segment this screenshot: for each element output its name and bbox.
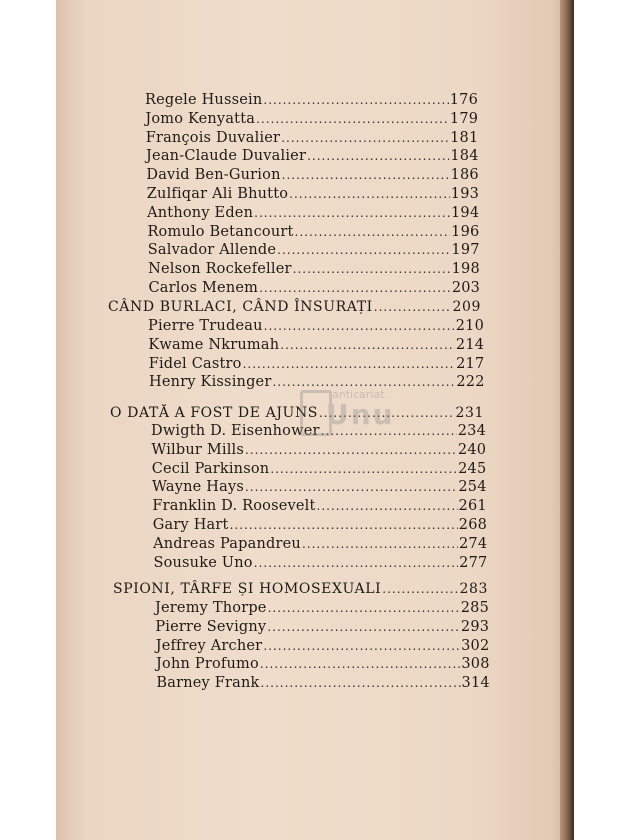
toc-entry <box>153 555 487 573</box>
dot-leader <box>317 499 458 513</box>
entry-title: Gary Hart <box>152 517 229 533</box>
page-number: 231 <box>455 405 484 421</box>
page-edge-shadow <box>560 0 574 840</box>
toc-section-heading <box>113 581 488 599</box>
page-number: 196 <box>451 223 480 240</box>
dot-leader <box>374 300 452 314</box>
page-number: 314 <box>461 675 490 692</box>
watermark-big-text: Unu <box>326 398 395 431</box>
toc-entry <box>149 356 485 374</box>
dot-leader <box>260 657 460 671</box>
dot-leader <box>270 462 457 476</box>
dot-leader <box>280 338 455 352</box>
dot-leader <box>302 537 458 551</box>
dot-leader <box>382 582 458 596</box>
dot-leader <box>230 518 458 532</box>
toc-entry <box>146 130 479 148</box>
page-number: 184 <box>450 148 479 165</box>
section-title: CÂND BURLACI, CÂND ÎNSURAȚI <box>108 299 373 315</box>
dot-leader <box>267 620 460 634</box>
toc-entry <box>155 600 489 618</box>
toc-entry <box>149 280 481 298</box>
entry-title: Jean-Claude Duvalier <box>146 148 307 165</box>
page-number: 274 <box>458 535 488 552</box>
dot-leader <box>243 357 456 371</box>
entry-title: David Ben-Gurion <box>146 167 281 184</box>
page-number: 240 <box>457 441 487 458</box>
page-number: 285 <box>460 600 489 616</box>
toc-entry <box>152 479 487 497</box>
entry-title: Zulfiqar Ali Bhutto <box>146 186 289 202</box>
entry-title: Andreas Papandreu <box>153 535 301 552</box>
entry-title: Jomo Kenyatta <box>145 110 256 127</box>
entry-title: Pierre Sevigny <box>155 618 267 635</box>
entry-title: Anthony Eden <box>147 204 254 221</box>
toc-entry <box>156 675 489 693</box>
section-title: O DATĂ A FOST DE AJUNS <box>110 405 318 421</box>
entry-title: Sousuke Uno <box>153 554 253 571</box>
entry-title: Romulo Betancourt <box>147 223 294 240</box>
entry-title: Cecil Parkinson <box>151 460 270 477</box>
entry-title: Nelson Rockefeller <box>148 261 292 278</box>
toc-entry <box>156 656 490 674</box>
entry-title: Pierre Trudeau <box>148 318 263 334</box>
page-number: 176 <box>449 92 478 108</box>
toc-entry <box>146 167 478 185</box>
toc-entry <box>145 92 478 110</box>
page-number: 186 <box>450 167 479 184</box>
dot-leader <box>261 676 461 690</box>
dot-leader <box>264 319 455 333</box>
page-number: 197 <box>451 242 480 259</box>
entry-title: Regele Hussein <box>145 92 263 108</box>
dot-leader <box>268 601 460 615</box>
dot-leader <box>259 281 451 295</box>
page-number: 198 <box>451 261 480 278</box>
toc-entry <box>153 536 487 554</box>
toc-entry <box>155 619 489 637</box>
dot-leader <box>281 131 449 145</box>
entry-title: François Duvalier <box>145 129 281 146</box>
dot-leader <box>245 443 457 457</box>
toc-entry <box>148 242 480 260</box>
entry-title: Barney Frank <box>156 675 260 692</box>
dot-leader <box>245 480 457 494</box>
page-number: 181 <box>450 129 479 146</box>
dot-leader <box>289 187 450 201</box>
page-number: 179 <box>449 110 479 127</box>
page-number: 277 <box>459 554 488 571</box>
toc-entry <box>153 517 487 535</box>
watermark <box>300 384 420 444</box>
toc-entry <box>148 261 480 279</box>
page-number: 245 <box>458 460 487 477</box>
dot-leader <box>254 556 458 570</box>
page-number: 214 <box>455 336 485 353</box>
entry-title: Henry Kissinger <box>149 374 272 391</box>
dot-leader <box>277 243 450 257</box>
dot-leader <box>263 93 448 107</box>
entry-title: Jeremy Thorpe <box>155 600 267 616</box>
toc-entry <box>152 498 486 516</box>
toc-entry <box>147 186 479 204</box>
page-number: 254 <box>458 479 487 496</box>
page-number: 293 <box>460 618 490 635</box>
section-title: SPIONI, TÂRFE ȘI HOMOSEXUALI <box>113 581 382 597</box>
entry-title: Franklin D. Roosevelt <box>152 498 316 515</box>
page-number: 194 <box>450 204 480 221</box>
page-number: 222 <box>456 374 485 391</box>
entry-title: Jeffrey Archer <box>155 637 263 654</box>
toc-entry <box>151 442 486 460</box>
page-number: 193 <box>450 186 480 202</box>
page-number: 210 <box>455 318 484 334</box>
page-number: 283 <box>459 581 488 597</box>
toc-section-heading <box>108 299 481 317</box>
entry-title: Wayne Hays <box>152 479 244 496</box>
dot-leader <box>256 112 449 126</box>
dot-leader <box>307 149 449 163</box>
entry-title: Carlos Menem <box>148 280 259 296</box>
dot-leader <box>282 168 450 182</box>
toc-entry <box>156 638 490 656</box>
toc-section-heading <box>110 405 484 423</box>
page-number: 234 <box>457 423 486 439</box>
watermark-small-text: anticariat <box>332 388 385 401</box>
entry-title: Wilbur Mills <box>151 441 245 458</box>
page-number: 217 <box>456 355 485 372</box>
page-number: 268 <box>458 517 488 533</box>
entry-title: Fidel Castro <box>148 355 242 372</box>
dot-leader <box>293 262 451 276</box>
dot-leader <box>263 639 460 653</box>
toc-entry <box>148 318 484 336</box>
toc-entry <box>148 337 484 355</box>
toc-entry <box>145 111 478 129</box>
page-number: 203 <box>451 280 481 296</box>
entry-title: John Profumo <box>156 656 259 673</box>
dot-leader <box>295 225 451 239</box>
page-number: 261 <box>458 498 487 515</box>
entry-title: Salvador Allende <box>147 242 277 259</box>
toc-entry <box>147 224 479 242</box>
page-number: 302 <box>461 637 490 654</box>
toc-entry <box>152 461 487 479</box>
dot-leader <box>254 206 450 220</box>
page-number: 308 <box>461 656 490 673</box>
entry-title: Kwame Nkrumah <box>148 336 280 353</box>
entry-title: Dwigth D. Eisenhower <box>151 423 320 439</box>
page-number: 209 <box>452 299 481 315</box>
toc-entry <box>146 148 479 166</box>
toc-entry <box>147 205 479 223</box>
